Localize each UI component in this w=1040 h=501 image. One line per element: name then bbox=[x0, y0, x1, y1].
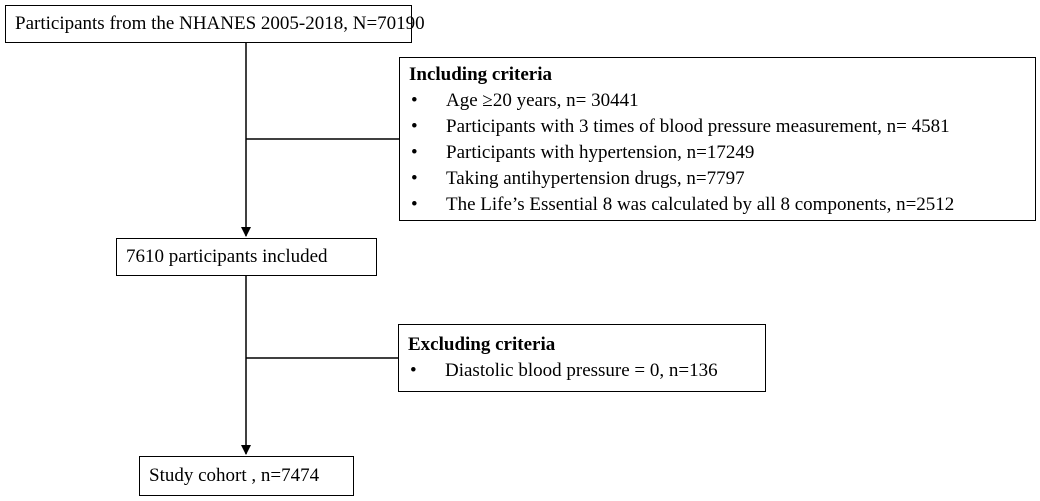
exclusion-criteria-title: Excluding criteria bbox=[408, 334, 556, 355]
bullet-icon: • bbox=[410, 360, 417, 381]
end-box-label: Study cohort , n=7474 bbox=[149, 465, 320, 486]
inclusion-criteria-item bbox=[409, 192, 1035, 218]
inclusion-criteria-text: Taking antihypertension drugs, n=7797 bbox=[446, 168, 745, 189]
bullet-icon: • bbox=[411, 168, 418, 189]
exclusion-criteria-text: Diastolic blood pressure = 0, n=136 bbox=[445, 360, 718, 381]
inclusion-criteria-text: The Life’s Essential 8 was calculated by all 8 components, n=2512 bbox=[446, 194, 955, 215]
inclusion-criteria-item bbox=[409, 140, 1035, 166]
middle-box bbox=[116, 238, 377, 276]
middle-box-label: 7610 participants included bbox=[126, 246, 328, 267]
bullet-icon: • bbox=[411, 142, 418, 163]
start-box bbox=[5, 5, 425, 43]
inclusion-criteria-text: Age ≥20 years, n= 30441 bbox=[446, 90, 639, 111]
inclusion-criteria-title: Including criteria bbox=[409, 64, 553, 85]
inclusion-criteria-text: Participants with hypertension, n=17249 bbox=[446, 142, 755, 163]
bullet-icon: • bbox=[411, 116, 418, 137]
end-box bbox=[139, 456, 354, 496]
exclusion-criteria-list bbox=[408, 358, 765, 384]
bullet-icon: • bbox=[411, 90, 418, 111]
inclusion-criteria-text: Participants with 3 times of blood pressure measurement, n= 4581 bbox=[446, 116, 950, 137]
inclusion-criteria-item bbox=[409, 166, 1035, 192]
exclusion-criteria-box bbox=[398, 324, 766, 392]
inclusion-criteria-list bbox=[409, 88, 1035, 218]
bullet-icon: • bbox=[411, 194, 418, 215]
inclusion-criteria-item bbox=[409, 88, 1035, 114]
exclusion-criteria-item bbox=[408, 358, 765, 384]
start-box-label: Participants from the NHANES 2005-2018, N=70190 bbox=[15, 13, 425, 34]
inclusion-criteria-box bbox=[399, 57, 1036, 221]
inclusion-criteria-item bbox=[409, 114, 1035, 140]
